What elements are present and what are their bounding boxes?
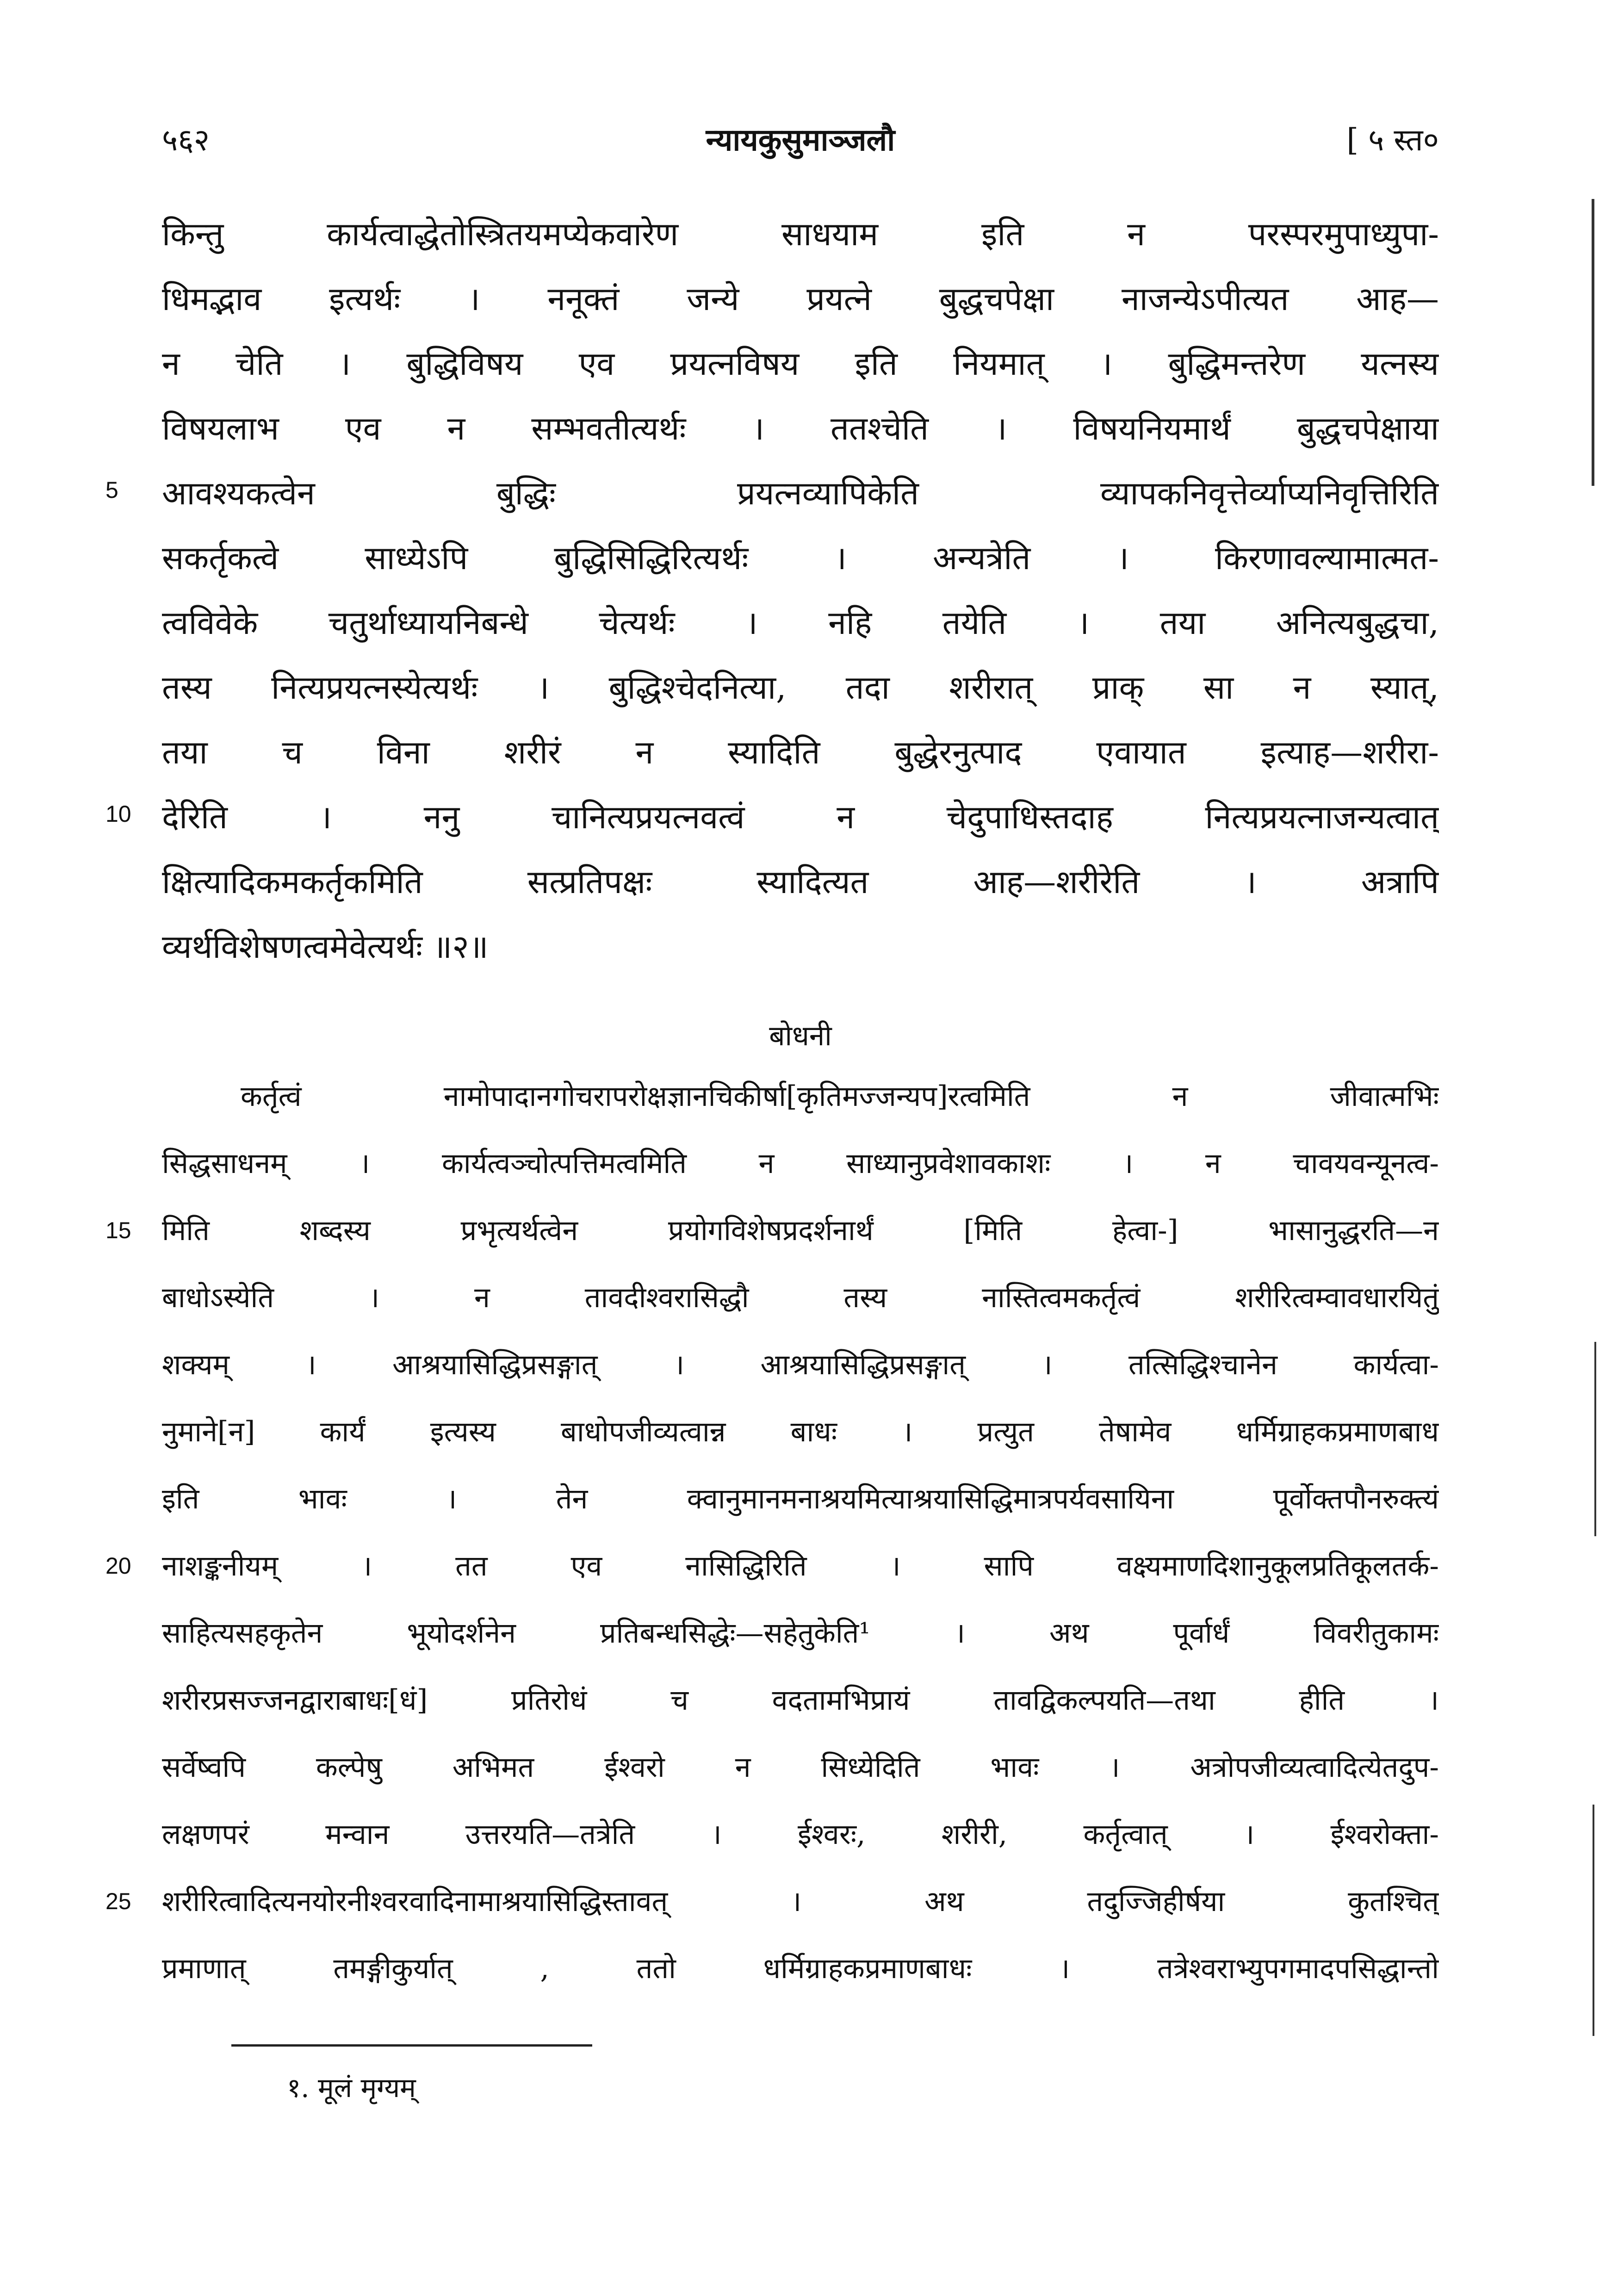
line-number: 20	[105, 1553, 131, 1579]
scan-edge-mark	[1594, 1342, 1596, 1536]
text-line: लक्षणपरं मन्वान उत्तरयति—तत्रेति । ईश्वरः, शरीरी, कर्तृत्वात् । ईश्वरोक्ता-	[162, 1818, 1439, 1851]
line-number: 15	[105, 1217, 131, 1243]
text-line: सिद्धसाधनम् । कार्यत्वञ्चोत्पत्तिमत्वमिति न साध्यानुप्रवेशावकाशः । न चावयवन्यूनत्व-	[162, 1147, 1439, 1180]
footnote: १. मूलं मृग्यम्	[287, 2072, 416, 2103]
text-line: धिमद्भाव इत्यर्थः । ननूक्तं जन्ये प्रयत्ने बुद्धचपेक्षा नाजन्येऽपीत्यत आह—	[162, 280, 1439, 318]
line-number: 5	[105, 477, 118, 503]
line-number: 25	[105, 1888, 131, 1914]
running-header	[162, 118, 1439, 169]
text-line: नुमाने[न] कार्यं इत्यस्य बाधोपजीव्यत्वान्न बाधः । प्रत्युत तेषामेव धर्मिग्राहकप्रमाणबाध	[162, 1415, 1439, 1448]
text-line: तया च विना शरीरं न स्यादिति बुद्धेरनुत्पाद एवायात इत्याह—शरीरा-	[162, 733, 1439, 771]
text-line: शक्यम् । आश्रयासिद्धिप्रसङ्गात् । आश्रयासिद्धिप्रसङ्गात् । तत्सिद्धिश्चानेन कार्यत्वा-	[162, 1348, 1439, 1381]
text-line: तस्य नित्यप्रयत्नस्येत्यर्थः । बुद्धिश्चेदनित्या, तदा शरीरात् प्राक् सा न स्यात्,	[162, 669, 1439, 707]
page-number: ५६२	[162, 122, 210, 158]
running-title: न्यायकुसुमाञ्जलौ	[706, 122, 895, 158]
text-line: त्वविवेके चतुर्थाध्यायनिबन्धे चेत्यर्थः । नहि तयेति । तया अनित्यबुद्धचा,	[162, 604, 1439, 642]
line-number: 10	[105, 801, 131, 827]
scan-edge-mark	[1593, 1805, 1594, 2036]
text-line: व्यर्थविशेषणत्वमेवेत्यर्थः ॥२॥	[162, 928, 489, 966]
text-line: क्षित्यादिकमकर्तृकमिति सत्प्रतिपक्षः स्यादित्यत आह—शरीरेति । अत्रापि	[162, 863, 1439, 901]
text-line: प्रमाणात् तमङ्गीकुर्यात् , ततो धर्मिग्राहकप्रमाणबाधः । तत्रेश्वराभ्युपगमादपसिद्धान्तो	[162, 1952, 1439, 1985]
text-line: आवश्यकत्वेन बुद्धिः प्रयत्नव्यापिकेति व्यापकनिवृत्तेर्व्याप्यनिवृत्तिरिति	[162, 474, 1439, 512]
text-line: नाशङ्कनीयम् । तत एव नासिद्धिरिति । सापि वक्ष्यमाणदिशानुकूलप्रतिकूलतर्क-	[162, 1550, 1439, 1582]
text-line: शरीरित्वादित्यनयोरनीश्वरवादिनामाश्रयासिद्धिस्तावत् । अथ तदुज्जिहीर्षया कुतश्चित्	[162, 1885, 1439, 1918]
scan-edge-mark	[1592, 199, 1594, 486]
text-line: कर्तृत्वं नामोपादानगोचरापरोक्षज्ञानचिकीर्षा[कृतिमज्जन्यप]रत्वमिति न जीवात्मभिः	[241, 1080, 1439, 1113]
section-marker: [ ५ स्त०	[1346, 122, 1439, 158]
text-line: सर्वेष्वपि कल्पेषु अभिमत ईश्वरो न सिध्येदिति भावः । अत्रोपजीव्यत्वादित्येतदुप-	[162, 1751, 1439, 1784]
text-line: बाधोऽस्येति । न तावदीश्वरासिद्धौ तस्य नास्तित्वमकर्तृत्वं शरीरित्वम्वावधारयितुं	[162, 1281, 1439, 1314]
text-line: देरिति । ननु चानित्यप्रयत्नवत्वं न चेदुपाधिस्तदाह नित्यप्रयत्नाजन्यत्वात्	[162, 798, 1439, 836]
text-line: साहित्यसहकृतेन भूयोदर्शनेन प्रतिबन्धसिद्धेः—सहेतुकेति¹ । अथ पूर्वार्धं विवरीतुकामः	[162, 1617, 1439, 1650]
text-line: इति भावः । तेन क्वानुमानमनाश्रयमित्याश्रयासिद्धिमात्रपर्यवसायिना पूर्वोक्तपौनरुक्त्यं	[162, 1483, 1439, 1515]
text-line: मिति शब्दस्य प्रभृत्यर्थत्वेन प्रयोगविशेषप्रदर्शनार्थं [मिति हेत्वा-] भासानुद्धरति—न	[162, 1214, 1439, 1247]
text-line: किन्तु कार्यत्वाद्धेतोस्त्रितयमप्येकवारेण साधयाम इति न परस्परमुपाध्युपा-	[162, 215, 1439, 253]
footnote-rule	[231, 2044, 592, 2047]
commentary-title: बोधनी	[769, 1020, 832, 1052]
text-line: शरीरप्रसज्जनद्वाराबाधः[धं] प्रतिरोधं च वदतामभिप्रायं तावद्विकल्पयति—तथा हीति ।	[162, 1684, 1439, 1717]
text-line: विषयलाभ एव न सम्भवतीत्यर्थः । ततश्चेति । विषयनियमार्थं बुद्धचपेक्षाया	[162, 410, 1439, 447]
text-line: सकर्तृकत्वे साध्येऽपि बुद्धिसिद्धिरित्यर्थः । अन्यत्रेति । किरणावल्यामात्मत-	[162, 539, 1439, 577]
text-line: न चेति । बुद्धिविषय एव प्रयत्नविषय इति नियमात् । बुद्धिमन्तरेण यत्नस्य	[162, 345, 1439, 383]
